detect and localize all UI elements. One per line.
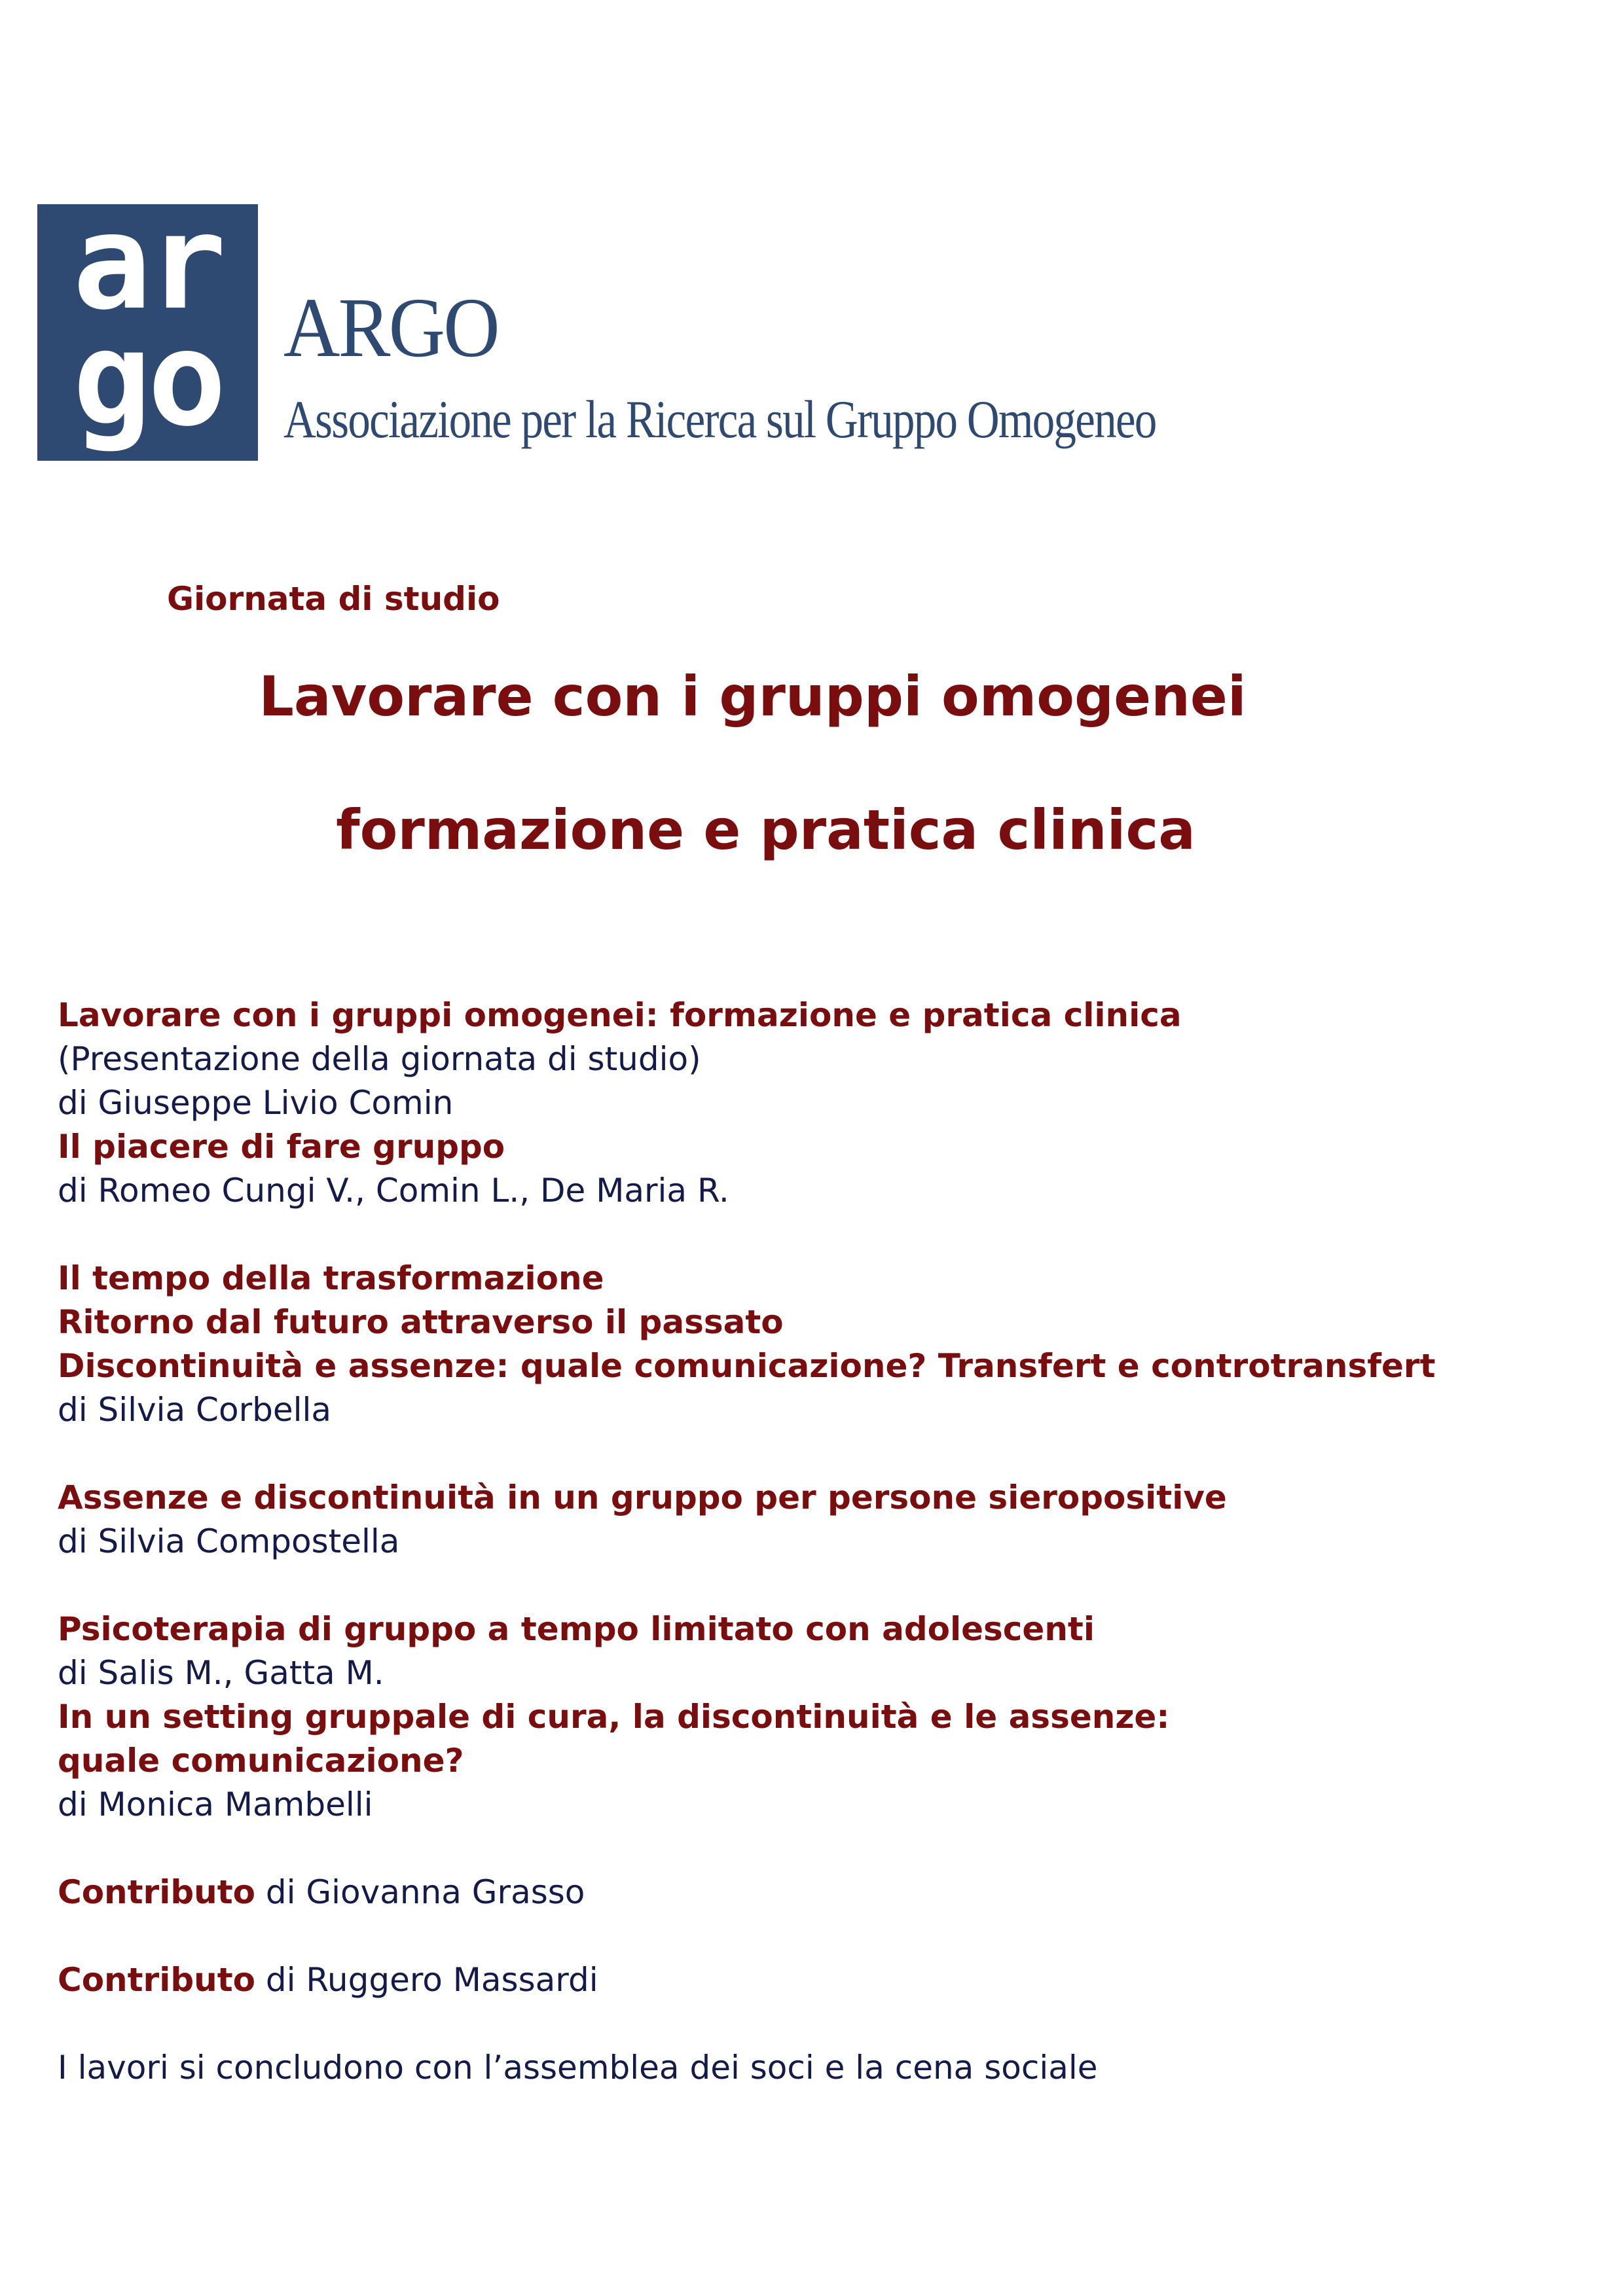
spacer (58, 1432, 1590, 1476)
brand-name: ARGO (283, 281, 498, 375)
brand-subtitle: Associazione per la Ricerca sul Gruppo Omogeneo (283, 389, 1156, 449)
contribution-label: Contributo (58, 1873, 255, 1911)
program-author: di Salis M., Gatta M. (58, 1654, 384, 1692)
spacer (58, 2002, 1590, 2046)
program-title: Lavorare con i gruppi omogenei: formazione e pratica clinica (58, 996, 1182, 1034)
contribution-author: di Giovanna Grasso (255, 1873, 585, 1911)
program-author: di Romeo Cungi V., Comin L., De Maria R. (58, 1172, 729, 1210)
closing-note: I lavori si concludono con l’assemblea dei soci e la cena sociale (58, 2049, 1098, 2087)
argo-logo-mark (37, 204, 258, 461)
logo-mark-line-1: ar (73, 204, 223, 339)
program-title: Ritorno dal futuro attraverso il passato (58, 1303, 784, 1341)
program-author: di Silvia Corbella (58, 1391, 332, 1429)
program-author: di Monica Mambelli (58, 1785, 373, 1823)
program-title: Il piacere di fare gruppo (58, 1128, 505, 1166)
main-title-line-2: formazione e pratica clinica (336, 798, 1195, 862)
spacer (58, 1564, 1590, 1607)
spacer (58, 1827, 1590, 1871)
program-title: Psicoterapia di gruppo a tempo limitato con adolescenti (58, 1610, 1095, 1648)
logo-mark-line-2: go (73, 303, 223, 456)
program-author: di Giuseppe Livio Comin (58, 1084, 454, 1122)
spacer (58, 1213, 1590, 1257)
program-title: In un setting gruppale di cura, la discontinuità e le assenze: (58, 1698, 1170, 1736)
program-contribution (58, 1958, 1590, 2002)
program-contribution (58, 1871, 1590, 1914)
contribution-label: Contributo (58, 1961, 255, 1999)
program-author: di Silvia Compostella (58, 1522, 400, 1560)
program-title: Il tempo della trasformazione (58, 1259, 604, 1297)
event-label: Giornata di studio (167, 580, 500, 618)
spacer (58, 1914, 1590, 1958)
program-title: Discontinuità e assenze: quale comunicazione? Transfert e controtransfert (58, 1347, 1436, 1385)
program-title: Assenze e discontinuità in un gruppo per persone sieropositive (58, 1479, 1227, 1516)
contribution-author: di Ruggero Massardi (255, 1961, 598, 1999)
program-note: (Presentazione della giornata di studio) (58, 1040, 701, 1078)
program-list (58, 994, 1590, 2090)
main-title-line-1: Lavorare con i gruppi omogenei (259, 664, 1247, 728)
program-title: quale comunicazione? (58, 1742, 464, 1780)
